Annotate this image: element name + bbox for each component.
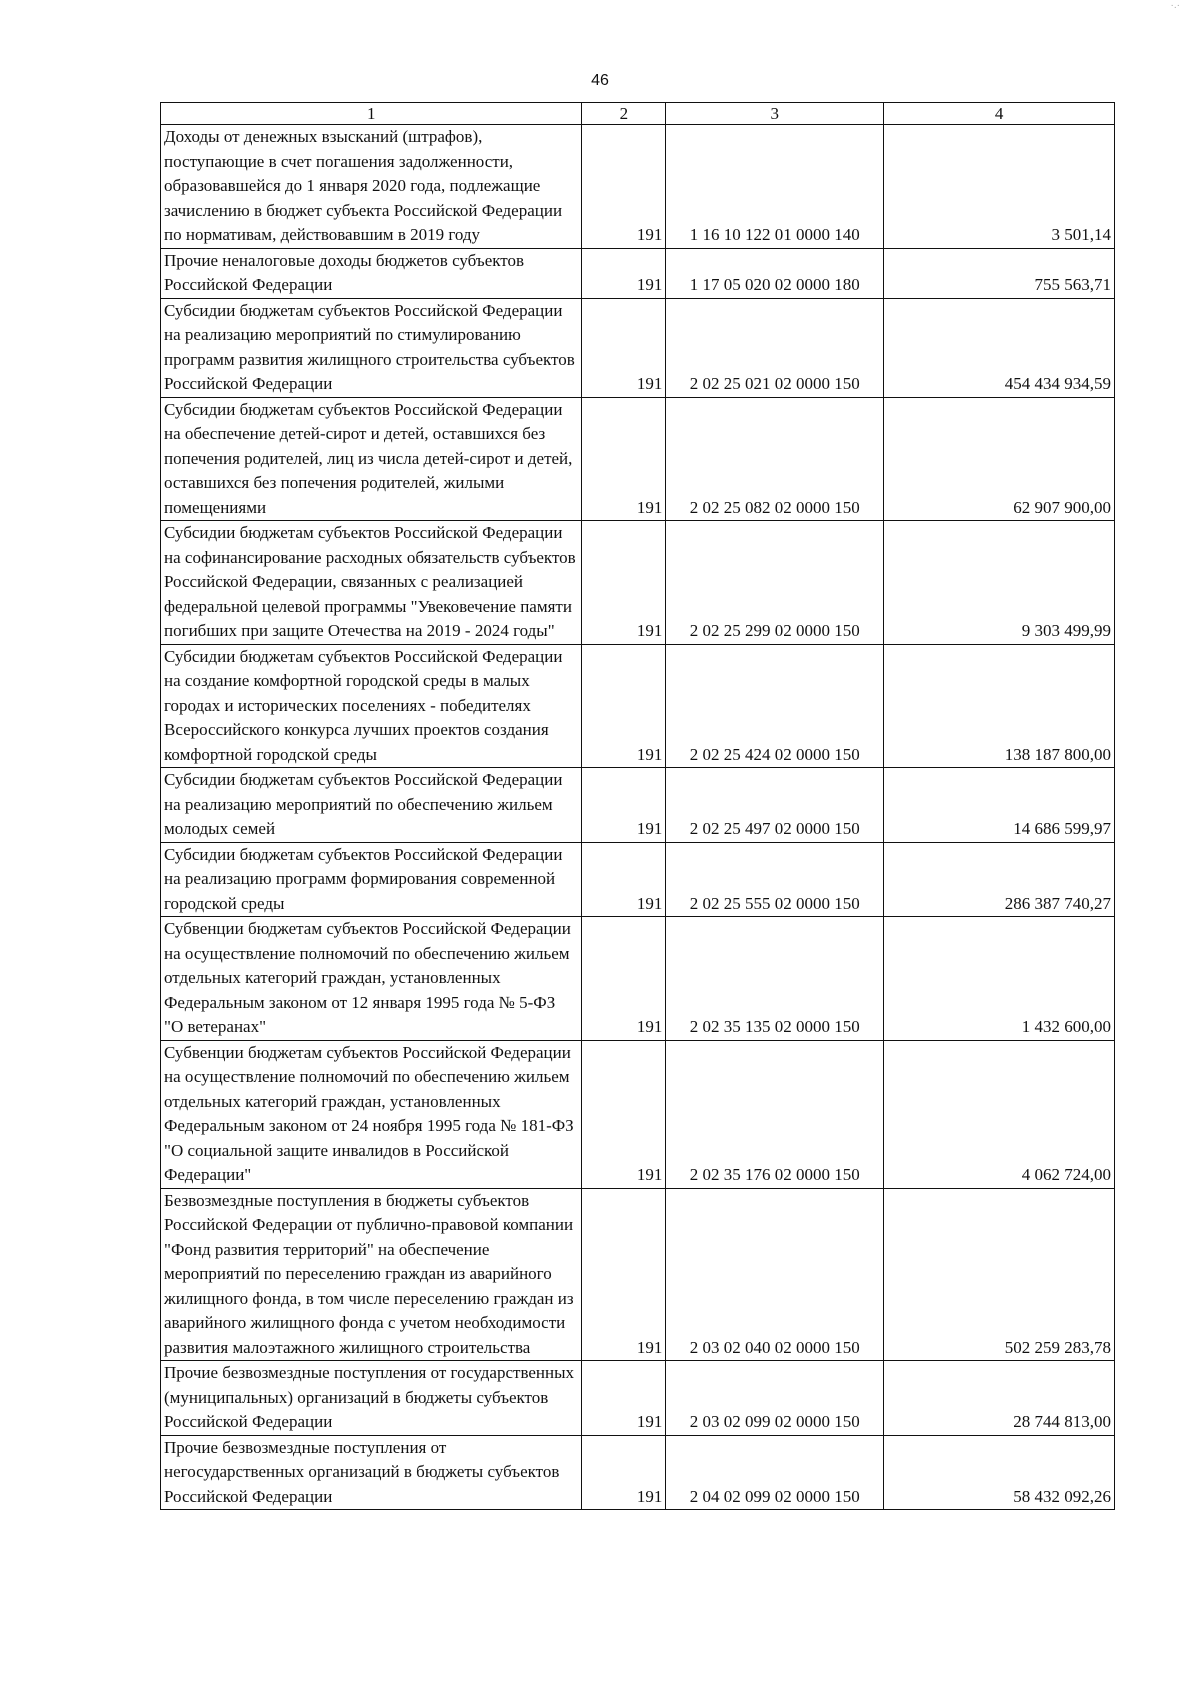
row-description: Субсидии бюджетам субъектов Российской Федерации на реализацию программ формирования современной городской среды [161, 842, 582, 917]
row-admin-code: 191 [582, 521, 666, 645]
row-amount: 286 387 740,27 [884, 842, 1115, 917]
table-row [161, 842, 1115, 917]
row-budget-code: 2 02 35 176 02 0000 150 [666, 1040, 884, 1188]
row-budget-code: 2 02 25 082 02 0000 150 [666, 397, 884, 521]
row-budget-code: 1 17 05 020 02 0000 180 [666, 248, 884, 298]
header-col-1: 1 [161, 103, 582, 125]
table-header-row [161, 103, 1115, 125]
page-number: 46 [591, 72, 609, 89]
table-row [161, 644, 1115, 768]
row-amount: 755 563,71 [884, 248, 1115, 298]
table-row [161, 248, 1115, 298]
header-col-4: 4 [884, 103, 1115, 125]
row-admin-code: 191 [582, 644, 666, 768]
row-amount: 62 907 900,00 [884, 397, 1115, 521]
row-admin-code: 191 [582, 1188, 666, 1361]
row-amount: 502 259 283,78 [884, 1188, 1115, 1361]
row-budget-code: 1 16 10 122 01 0000 140 [666, 125, 884, 249]
row-description: Субсидии бюджетам субъектов Российской Федерации на реализацию мероприятий по стимулированию программ развития жилищного строительства субъектов Российской Федерации [161, 298, 582, 397]
row-amount: 28 744 813,00 [884, 1361, 1115, 1436]
row-admin-code: 191 [582, 125, 666, 249]
row-budget-code: 2 02 35 135 02 0000 150 [666, 917, 884, 1041]
row-budget-code: 2 02 25 299 02 0000 150 [666, 521, 884, 645]
row-admin-code: 191 [582, 397, 666, 521]
row-admin-code: 191 [582, 768, 666, 843]
row-admin-code: 191 [582, 248, 666, 298]
row-budget-code: 2 04 02 099 02 0000 150 [666, 1435, 884, 1510]
row-description: Субвенции бюджетам субъектов Российской Федерации на осуществление полномочий по обеспечению жильем отдельных категорий граждан, установленных Федеральным законом от 24 ноября 1995 года № 181-ФЗ "О социальной защите инвалидов в Российской Федерации" [161, 1040, 582, 1188]
row-admin-code: 191 [582, 1435, 666, 1510]
row-budget-code: 2 02 25 497 02 0000 150 [666, 768, 884, 843]
table-body [161, 125, 1115, 1510]
table-row [161, 521, 1115, 645]
row-amount: 1 432 600,00 [884, 917, 1115, 1041]
table-row [161, 1040, 1115, 1188]
row-amount: 14 686 599,97 [884, 768, 1115, 843]
table-row [161, 125, 1115, 249]
row-amount: 4 062 724,00 [884, 1040, 1115, 1188]
row-description: Субвенции бюджетам субъектов Российской Федерации на осуществление полномочий по обеспечению жильем отдельных категорий граждан, установленных Федеральным законом от 12 января 1995 года № 5-ФЗ "О ветеранах" [161, 917, 582, 1041]
table-row [161, 768, 1115, 843]
table-row [161, 1435, 1115, 1510]
row-budget-code: 2 02 25 021 02 0000 150 [666, 298, 884, 397]
row-amount: 9 303 499,99 [884, 521, 1115, 645]
row-admin-code: 191 [582, 298, 666, 397]
row-amount: 138 187 800,00 [884, 644, 1115, 768]
scan-artifact-top: ·.· [1170, 0, 1180, 11]
row-description: Субсидии бюджетам субъектов Российской Федерации на обеспечение детей-сирот и детей, оставшихся без попечения родителей, лиц из числа детей-сирот и детей, оставшихся без попечения родителей, жилыми помещениями [161, 397, 582, 521]
row-description: Субсидии бюджетам субъектов Российской Федерации на создание комфортной городской среды в малых городах и исторических поселениях - победителях Всероссийского конкурса лучших проектов создания комфортной городской среды [161, 644, 582, 768]
row-budget-code: 2 02 25 555 02 0000 150 [666, 842, 884, 917]
row-amount: 454 434 934,59 [884, 298, 1115, 397]
row-budget-code: 2 02 25 424 02 0000 150 [666, 644, 884, 768]
table-row [161, 1361, 1115, 1436]
header-col-2: 2 [582, 103, 666, 125]
row-description: Прочие безвозмездные поступления от государственных (муниципальных) организаций в бюджеты субъектов Российской Федерации [161, 1361, 582, 1436]
row-budget-code: 2 03 02 040 02 0000 150 [666, 1188, 884, 1361]
table-row [161, 397, 1115, 521]
row-admin-code: 191 [582, 917, 666, 1041]
header-col-3: 3 [666, 103, 884, 125]
row-description: Безвозмездные поступления в бюджеты субъектов Российской Федерации от публично-правовой компании "Фонд развития территорий" на обеспечение мероприятий по переселению граждан из аварийного жилищного фонда, в том числе переселению граждан из аварийного жилищного фонда с учетом необходимости развития малоэтажного жилищного строительства [161, 1188, 582, 1361]
revenue-table [160, 102, 1115, 1510]
row-description: Прочие неналоговые доходы бюджетов субъектов Российской Федерации [161, 248, 582, 298]
row-amount: 58 432 092,26 [884, 1435, 1115, 1510]
row-description: Субсидии бюджетам субъектов Российской Федерации на софинансирование расходных обязательств субъектов Российской Федерации, связанных с реализацией федеральной целевой программы "Увековечение памяти погибших при защите Отечества на 2019 - 2024 годы" [161, 521, 582, 645]
row-admin-code: 191 [582, 842, 666, 917]
table-row [161, 298, 1115, 397]
row-admin-code: 191 [582, 1361, 666, 1436]
row-description: Прочие безвозмездные поступления от негосударственных организаций в бюджеты субъектов Российской Федерации [161, 1435, 582, 1510]
row-budget-code: 2 03 02 099 02 0000 150 [666, 1361, 884, 1436]
row-description: Доходы от денежных взысканий (штрафов), поступающие в счет погашения задолженности, образовавшейся до 1 января 2020 года, подлежащие зачислению в бюджет субъекта Российской Федерации по нормативам, действовавшим в 2019 году [161, 125, 582, 249]
row-description: Субсидии бюджетам субъектов Российской Федерации на реализацию мероприятий по обеспечению жильем молодых семей [161, 768, 582, 843]
table-row [161, 917, 1115, 1041]
row-amount: 3 501,14 [884, 125, 1115, 249]
table-row [161, 1188, 1115, 1361]
row-admin-code: 191 [582, 1040, 666, 1188]
